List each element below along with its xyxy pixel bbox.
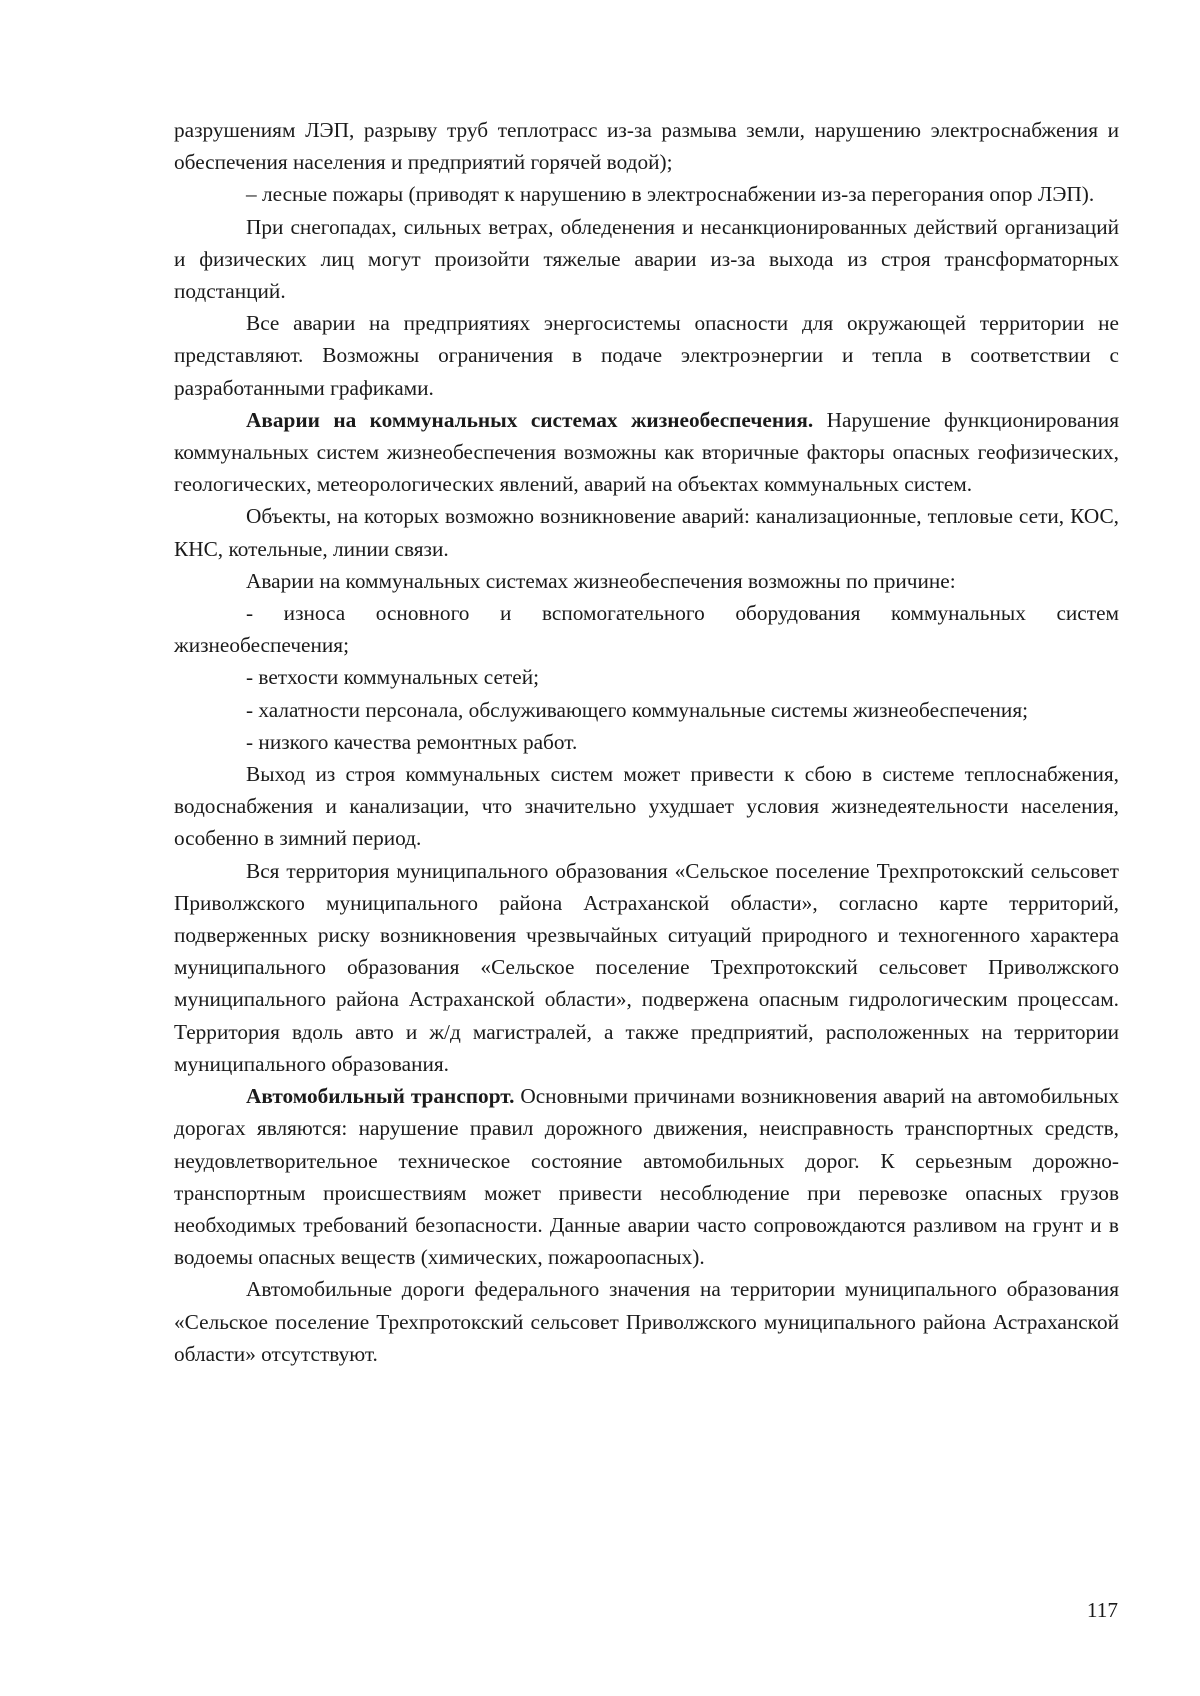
paragraph-objects: Объекты, на которых возможно возникновение аварий: канализационные, тепловые сети, КОС, КНС, котельные, линии связи. bbox=[174, 504, 1119, 561]
paragraph-snowfall: При снегопадах, сильных ветрах, обледенения и несанкционированных действий организаций и физических лиц могут произойти тяжелые аварии из-за выхода из строя трансформаторных подстанций. bbox=[174, 214, 1119, 304]
paragraph-territory: Вся территория муниципального образования «Сельское поселение Трехпротокский сельсовет Приволжского муниципального района Астраханской области», согласно карте территорий, подверженных риску возникновения чрезвычайных ситуаций природного и техногенного характера муниципального образования «Сельское поселение Трехпротокский сельсовет Приволжского муниципального района Астраханской области», подвержена опасным гидрологическим процессам. Территория вдоль авто и ж/д магистралей, а также предприятий, расположенных на территории муниципального образования. bbox=[174, 858, 1119, 1076]
body-text bbox=[174, 114, 1119, 1370]
paragraph-federal-roads: Автомобильные дороги федерального значения на территории муниципального образования «Сельское поселение Трехпротокский сельсовет Приволжского муниципального района Астраханской области» отсутствуют. bbox=[174, 1277, 1119, 1366]
paragraph-road-transport-text: Основными причинами возникновения аварий на автомобильных дорогах являются: нарушение правил дорожного движения, неисправность транспортных средств, неудовлетворительное техническое состояние автомобильных дорог. К серьезным дорожно-транспортным происшествиям может привести несоблюдение при перевозке опасных грузов необходимых требований безопасности. Данные аварии часто сопровождаются разливом на грунт и в водоемы опасных веществ (химических, пожароопасных). bbox=[174, 1084, 1120, 1270]
paragraph-energy-accidents: Все аварии на предприятиях энергосистемы опасности для окружающей территории не представляют. Возможны ограничения в подаче электроэнергии и тепла в соответствии с разработанными графиками. bbox=[174, 311, 1119, 400]
paragraph-utility-systems bbox=[174, 404, 1119, 501]
paragraph-road-transport bbox=[174, 1080, 1119, 1273]
section-heading-road-transport: Автомобильный транспорт. bbox=[246, 1084, 515, 1109]
paragraph-forest-fires: – лесные пожары (приводят к нарушению в электроснабжении из-за перегорания опор ЛЭП). bbox=[246, 182, 1095, 207]
list-item-repair-quality: - низкого качества ремонтных работ. bbox=[246, 729, 578, 754]
list-item-dilapidation: - ветхости коммунальных сетей; bbox=[246, 665, 540, 690]
list-item-wear: - износа основного и вспомогательного оборудования коммунальных систем жизнеобеспечения; bbox=[174, 601, 1119, 658]
paragraph-utility-systems-text: Нарушение функционирования коммунальных систем жизнеобеспечения возможны как вторичные факторы опасных геофизических, геологических, метеорологических явлений, аварий на объектах коммунальных систем. bbox=[174, 407, 1120, 497]
paragraph-causes-intro: Аварии на коммунальных системах жизнеобеспечения возможны по причине: bbox=[246, 568, 956, 593]
section-heading-utility-systems: Аварии на коммунальных системах жизнеобеспечения. bbox=[246, 407, 814, 432]
paragraph-continuation: разрушениям ЛЭП, разрыву труб теплотрасс из-за размыва земли, нарушению электроснабжения и обеспечения населения и предприятий горячей водой); bbox=[174, 118, 1119, 175]
paragraph-failure-consequences: Выход из строя коммунальных систем может привести к сбою в системе теплоснабжения, водоснабжения и канализации, что значительно ухудшает условия жизнедеятельности населения, особенно в зимний период. bbox=[174, 762, 1119, 851]
page-number: 117 bbox=[1086, 1598, 1118, 1622]
list-item-negligence: - халатности персонала, обслуживающего коммунальные системы жизнеобеспечения; bbox=[246, 697, 1029, 722]
